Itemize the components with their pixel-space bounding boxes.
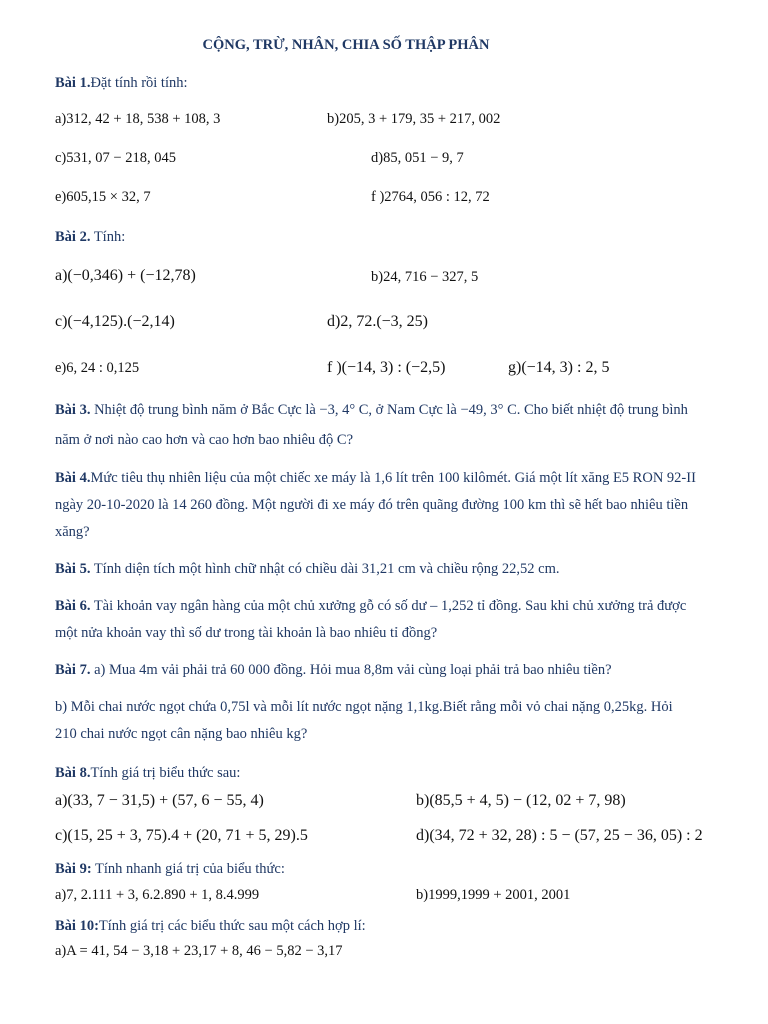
exercise-9-heading bbox=[55, 861, 285, 878]
exercise-1b: b)205, 3 + 179, 35 + 217, 002 bbox=[327, 111, 501, 127]
exercise-1-label: Bài 1. bbox=[55, 75, 91, 91]
exercise-10a: a)A = 41, 54 − 3,18 + 23,17 + 8, 46 − 5,82 − 3,17 bbox=[55, 943, 343, 959]
exercise-6-line2: một nửa khoản vay thì số dư trong tài khoản là bao nhiêu tỉ đồng? bbox=[55, 625, 438, 641]
exercise-2a: a)(−0,346) + (−12,78) bbox=[55, 267, 196, 284]
exercise-2-heading bbox=[55, 229, 125, 246]
exercise-10-label: Bài 10: bbox=[55, 918, 99, 934]
exercise-5-line bbox=[55, 556, 560, 583]
exercise-2f: f )(−14, 3) : (−2,5) bbox=[327, 359, 446, 376]
exercise-8d: d)(34, 72 + 32, 28) : 5 − (57, 25 − 36, 05) : 2 bbox=[416, 827, 703, 844]
exercise-9a: a)7, 2.111 + 3, 6.2.890 + 1, 8.4.999 bbox=[55, 887, 260, 903]
exercise-2c: c)(−4,125).(−2,14) bbox=[55, 313, 175, 330]
exercise-1e: e)605,15 × 32, 7 bbox=[55, 189, 151, 205]
exercise-4-label: Bài 4. bbox=[55, 470, 91, 486]
exercise-9-text: Tính nhanh giá trị của biểu thức: bbox=[91, 861, 285, 877]
exercise-10-text: Tính giá trị các biểu thức sau một cách hợp lí: bbox=[98, 918, 366, 934]
exercise-7-line2: b) Mỗi chai nước ngọt chứa 0,75l và mỗi lít nước ngọt nặng 1,1kg.Biết rằng mỗi vỏ chai nặng 0,25kg. Hỏi bbox=[55, 699, 673, 715]
exercise-8-text: Tính giá trị biểu thức sau: bbox=[90, 765, 241, 781]
exercise-1d: d)85, 051 − 9, 7 bbox=[371, 150, 464, 166]
exercise-8-label: Bài 8. bbox=[55, 765, 91, 781]
exercise-8-heading bbox=[55, 765, 240, 782]
exercise-7-line1 bbox=[55, 657, 612, 684]
exercise-1-text: Đặt tính rồi tính: bbox=[90, 75, 188, 91]
exercise-5-text: Tính diện tích một hình chữ nhật có chiều dài 31,21 cm và chiều rộng 22,52 cm. bbox=[90, 561, 560, 577]
exercise-6-label: Bài 6. bbox=[55, 598, 91, 614]
exercise-2b: b)24, 716 − 327, 5 bbox=[371, 269, 479, 285]
exercise-2e: e)6, 24 : 0,125 bbox=[55, 360, 140, 376]
exercise-1-heading bbox=[55, 75, 188, 92]
exercise-7-label: Bài 7. bbox=[55, 662, 91, 678]
exercise-1a: a)312, 42 + 18, 538 + 108, 3 bbox=[55, 111, 221, 127]
exercise-7-text: a) Mua 4m vải phải trả 60 000 đồng. Hỏi mua 8,8m vải cùng loại phải trả bao nhiêu tiền? bbox=[90, 662, 612, 678]
exercise-8c: c)(15, 25 + 3, 75).4 + (20, 71 + 5, 29).5 bbox=[55, 827, 308, 844]
exercise-2g: g)(−14, 3) : 2, 5 bbox=[508, 359, 610, 376]
exercise-4-line2: ngày 20-10-2020 là 14 260 đồng. Một người đi xe máy đó trên quãng đường 100 km thì sẽ hết bao nhiêu tiền bbox=[55, 497, 689, 513]
exercise-3-line1 bbox=[55, 397, 688, 424]
exercise-4-line3: xăng? bbox=[55, 524, 90, 540]
exercise-10-heading bbox=[55, 918, 366, 935]
exercise-8a: a)(33, 7 − 31,5) + (57, 6 − 55, 4) bbox=[55, 792, 264, 809]
exercise-1c: c)531, 07 − 218, 045 bbox=[55, 150, 176, 166]
exercise-7-line3: 210 chai nước ngọt cân nặng bao nhiêu kg? bbox=[55, 726, 308, 742]
exercise-3-label: Bài 3. bbox=[55, 402, 91, 418]
exercise-2d: d)2, 72.(−3, 25) bbox=[327, 313, 429, 330]
exercise-4-text: Mức tiêu thụ nhiên liệu của một chiếc xe máy là 1,6 lít trên 100 kilômét. Giá một lít xăng E5 RON 92-II bbox=[90, 470, 696, 486]
exercise-8b: b)(85,5 + 4, 5) − (12, 02 + 7, 98) bbox=[416, 792, 626, 809]
exercise-3-line2: năm ở nơi nào cao hơn và cao hơn bao nhiêu độ C? bbox=[55, 432, 354, 448]
exercise-9-label: Bài 9: bbox=[55, 861, 92, 877]
exercise-6-text: Tài khoản vay ngân hàng của một chủ xưởng gỗ có số dư – 1,252 tỉ đồng. Sau khi chủ xưởng trả được bbox=[90, 598, 687, 614]
exercise-5-label: Bài 5. bbox=[55, 561, 91, 577]
exercise-4-line1 bbox=[55, 465, 696, 492]
page-title: CỘNG, TRỪ, NHÂN, CHIA SỐ THẬP PHÂN bbox=[202, 37, 490, 53]
exercise-2-text: Tính: bbox=[90, 229, 126, 245]
exercise-1f: f )2764, 056 : 12, 72 bbox=[371, 189, 490, 205]
exercise-6-line1 bbox=[55, 593, 686, 620]
exercise-3-text: Nhiệt độ trung bình năm ở Bắc Cực là −3, 4° C, ở Nam Cực là −49, 3° C. Cho biết nhiệt độ trung bình bbox=[90, 402, 688, 418]
exercise-9b: b)1999,1999 + 2001, 2001 bbox=[416, 887, 571, 903]
exercise-2-label: Bài 2. bbox=[55, 229, 91, 245]
